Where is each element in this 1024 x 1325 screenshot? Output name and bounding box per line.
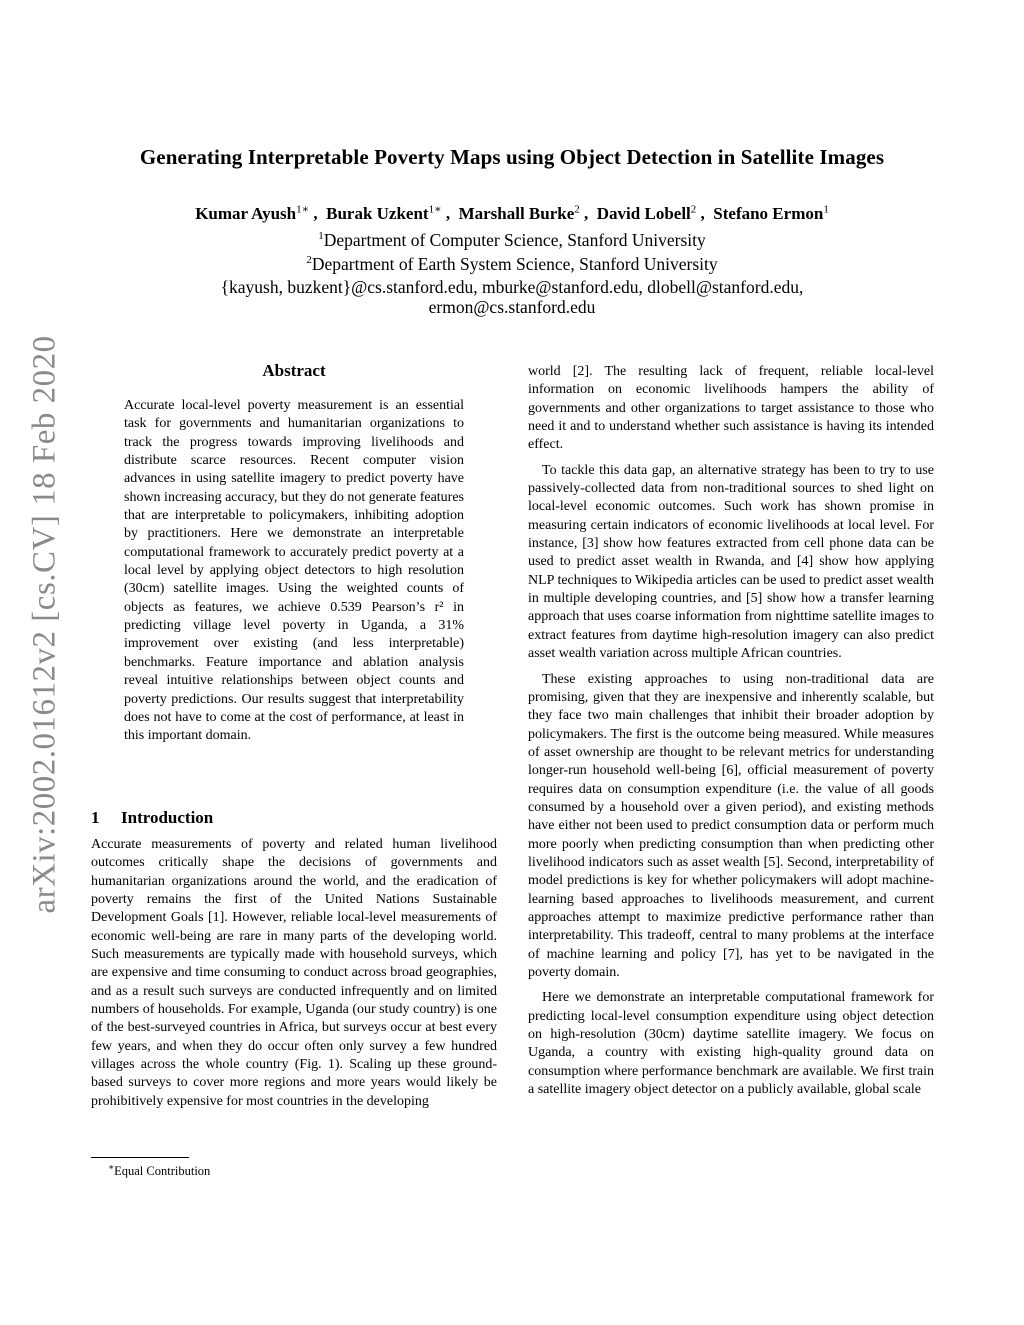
- right-column: [528, 363, 934, 1106]
- affiliation-2: $^2$Department of Earth System Science, Stanford University: [306, 254, 718, 274]
- paragraph: Here we demonstrate an interpretable computational framework for predicting local-level consumption expenditure using object detection on high-resolution (30cm) daytime satellite imagery. We focus on Uganda, a country with existing high-quality ground data on consumption where performance benchmark are available. We first train a satellite imagery object detector on a publicly available, global scale: [528, 990, 934, 1098]
- arxiv-identifier: arXiv:2002.01612v2 [cs.CV] 18 Feb 2020: [26, 335, 63, 914]
- author-emails: {kayush, buzkent}@cs.stanford.edu, mburke@stanford.edu, dlobell@stanford.edu,: [220, 277, 804, 297]
- author: Stefano Ermon$^1$: [713, 203, 829, 223]
- paper-title: Generating Interpretable Poverty Maps using Object Detection in Satellite Images: [139, 145, 885, 169]
- section-title: Introduction: [121, 808, 214, 827]
- intro-paragraph: Accurate measurements of poverty and related human livelihood outcomes critically shape the decisions of governments and humanitarian organizations around the world, and the eradication of poverty remains the first of the United Nations Sustainable Development Goals [1]. However, reliable local-level measurements of economic well-being are rare in many parts of the developing world. Such measurements are typically made with household surveys, which are expensive and time consuming to conduct across broad geographies, and as a result such surveys are conducted infrequently and on limited numbers of households. For example, Uganda (our study country) is one of the best-surveyed countries in Africa, but surveys occur at best every few years, and when they do occur often only survey a few hundred villages across the whole country (Fig. 1). Scaling up these ground-based surveys to cover more regions and more years would likely be prohibitively expensive for most countries in the developing: [91, 837, 497, 1109]
- author: Marshall Burke$^2$: [458, 203, 580, 223]
- footnote-divider: [91, 1157, 189, 1158]
- author: Burak Uzkent$^{1∗}$: [326, 203, 442, 223]
- author: David Lobell$^2$: [596, 203, 697, 223]
- affiliation-1: $^1$Department of Computer Science, Stanford University: [318, 230, 706, 250]
- author-list: Kumar Ayush$^{1∗}$ , Burak Uzkent$^{1∗}$ , Marshall Burke$^2$ , David Lobell$^2$ , Stefano Ermon$^1$: [195, 203, 829, 223]
- section-heading: [91, 808, 213, 828]
- paragraph: These existing approaches to using non-traditional data are promising, given that they are inexpensive and inherently scalable, but they face two main challenges that inhibit their broader adoption by policymakers. The first is the outcome being measured. While measures of asset ownership are thought to be relevant metrics for understanding longer-run household well-being [6], official measurement of poverty requires data on consumption expenditure (i.e. the value of all goods consumed by a household over a given period), and existing methods have either not been used to predict consumption data or perform much more poorly when predicting consumption than when predicting other livelihood indicators such as asset wealth [5]. Second, interpretability of model predictions is key for whether policymakers will adopt machine-learning based approaches to livelihoods measurement, and current approaches attempt to maximize predictive performance rather than interpretability. This tradeoff, central to many problems at the interface of machine learning and policy [7], has yet to be navigated in the poverty domain.: [528, 671, 934, 980]
- footnote: ∗Equal Contribution: [108, 1162, 211, 1179]
- author: Kumar Ayush$^{1∗}$: [195, 203, 310, 223]
- paragraph: world [2]. The resulting lack of frequent, reliable local-level information on economic livelihoods hampers the ability of governments and other organizations to target assistance to those who need it and to understand whether such assistance is having its intended effect.: [528, 364, 934, 453]
- section-number: 1: [91, 808, 100, 827]
- abstract-heading: Abstract: [262, 361, 326, 380]
- author-emails-continued: ermon@cs.stanford.edu: [428, 297, 596, 317]
- paragraph: To tackle this data gap, an alternative strategy has been to try to use passively-collected data from non-traditional sources to shed light on local-level economic outcomes. Such work has shown promise in measuring certain indicators of economic livelihoods at local level. For instance, [3] show how features extracted from cell phone data can be used to predict asset wealth in Rwanda, and [4] show how applying NLP techniques to Wikipedia articles can be used to predict asset wealth in multiple developing countries, and [5] show how a transfer learning approach that uses coarse information from nighttime satellite images to extract features from daytime high-resolution imagery can also predict asset wealth variation across multiple African countries.: [528, 462, 934, 662]
- abstract-text: Accurate local-level poverty measurement is an essential task for governments and humanitarian organizations to track the progress towards improving livelihoods and distribute scarce resources. Recent computer vision advances in using satellite imagery to predict poverty have shown increasing accuracy, but they do not generate features that are interpretable to policymakers, inhibiting adoption by practitioners. Here we demonstrate an interpretable computational framework to accurately predict poverty at a local level by applying object detectors to high resolution (30cm) satellite images. Using the weighted counts of objects as features, we achieve 0.539 Pearson’s r² in predicting village level poverty in Uganda, a 31% improvement over existing (and less interpretable) benchmarks. Feature importance and ablation analysis reveal intuitive relationships between object counts and poverty predictions. Our results suggest that interpretability does not have to come at the cost of performance, at least in this important domain.: [124, 398, 465, 744]
